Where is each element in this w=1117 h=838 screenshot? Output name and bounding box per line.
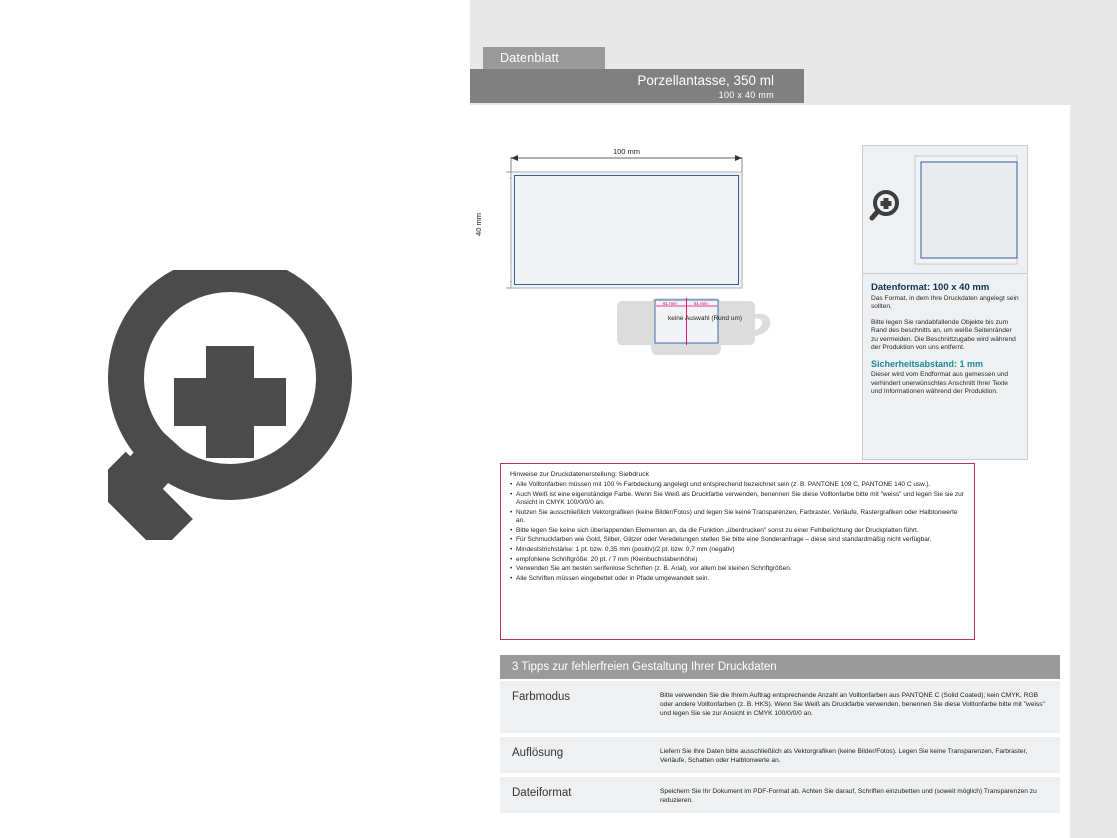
tip-text: Liefern Sie Ihre Daten bitte ausschließlich als Vektorgrafiken (keine Bilder/Fotos). Legen Sie keine Transparenzen, Farbraster, Verläufe, Schatten oder Halbtonwerte an. <box>660 748 1028 764</box>
tip-label: Auflösung <box>512 747 564 759</box>
magnifier-plus-svg <box>108 270 358 540</box>
drawing-caption: keine Auswahl (Rund um) <box>667 315 743 322</box>
datenblatt-tab: Datenblatt <box>483 47 605 69</box>
tipps-heading: 3 Tipps zur fehlerfreien Gestaltung Ihrer Druckdaten <box>500 655 1060 679</box>
tip-text: Bitte verwenden Sie die Ihrem Auftrag entsprechende Anzahl an Volltonfarben aus PANTONE C (Solid Coated); kein CMYK, RGB oder andere Volltonfarben (z. B. HKS). Wenn Sie Weiß als Druckfarbe verwenden, benennen Sie diese Volltonfarbe bitte mit "weiss" und legen Sie sie zur Ansicht in CMYK 100/0/0/0 an. <box>660 692 1045 717</box>
hinweis-item: • Nutzen Sie ausschließlich Vektorgrafiken (keine Bilder/Fotos) und legen Sie keine Transparenzen, Farbraster, Verläufe, Rastergrafiken oder Halbtonwerte an. <box>510 509 965 525</box>
drawing-width-label: 100 mm <box>612 147 641 156</box>
format-preview <box>863 146 1027 274</box>
tip-row <box>500 681 1060 735</box>
format-info-box <box>862 145 1028 460</box>
tip-row <box>500 777 1060 815</box>
hinweis-list <box>510 481 965 583</box>
hinweis-item: • Alle Schriften müssen eingebettet oder in Pfade umgewandelt sein. <box>510 575 965 583</box>
datenformat-para2: Bitte legen Sie randabfallende Objekte bis zum Rand des beschnitts an, um weiße Seitenränder zu vermeiden. Die Beschnittzugabe wird während der Produktion von uns entfernt. <box>871 318 1016 352</box>
hinweis-item: • Auch Weiß ist eine eigenständige Farbe. Wenn Sie Weiß als Druckfarbe verwenden, benennen Sie diese Volltonfarbe bitte mit "weiss" und legen Sie sie zur Ansicht in CMYK 100/0/0/0 an. <box>510 491 965 507</box>
tip-text: Speichern Sie Ihr Dokument im PDF-Format ab. Achten Sie darauf, Schriften einzubetten und (soweit möglich) Transparenzen zu reduzieren. <box>660 788 1037 804</box>
datenformat-heading: Datenformat: 100 x 40 mm <box>871 282 990 293</box>
left-preview-pane <box>0 0 470 838</box>
tip-label: Dateiformat <box>512 787 572 799</box>
product-title-bar <box>470 69 804 103</box>
product-dimensions: 100 x 40 mm <box>718 90 774 100</box>
hinweis-box <box>500 463 975 640</box>
hinweis-item: • Für Schmuckfarben wie Gold, Silber, Glitzer oder Veredelungen stellen Sie bitte eine Sonderanfrage – diese sind standardmäßig nicht verfügbar. <box>510 536 965 544</box>
tip-label: Farbmodus <box>512 691 571 703</box>
format-info-text <box>863 274 1027 410</box>
svg-text:61 mm: 61 mm <box>694 301 708 306</box>
hinweis-item: • Bitte legen Sie keine sich überlappenden Elementen an, da die Funktion „überdrucken" sonst zu einer Fehlbelichtung der Druckplatten führt. <box>510 527 965 535</box>
magnifier-plus-icon <box>108 270 358 540</box>
hinweis-item: • Alle Volltonfarben müssen mit 100 % Farbdeckung angelegt und entsprechend bezeichnet sein (z. B. PANTONE 109 C, PANTONE 140 C usw.). <box>510 481 965 489</box>
svg-text:61 mm: 61 mm <box>663 301 677 306</box>
hinweis-item: • empfohlene Schriftgröße: 20 pt. / 7 mm (Kleinbuchstabenhöhe) <box>510 556 965 564</box>
hinweis-item: • Verwenden Sie am besten serifenlose Schriften (z. B. Arial), vor allem bei kleinen Schriftgrößen. <box>510 565 965 573</box>
drawing-height-label: 40 mm <box>473 213 483 236</box>
hinweis-item: • Mindeststrichstärke: 1 pt. bzw. 0,35 mm (positiv)/2 pt. bzw. 0,7 mm (negativ) <box>510 546 965 554</box>
product-title: Porzellantasse, 350 ml <box>637 73 774 88</box>
page-right-margin <box>1070 0 1117 838</box>
datasheet-document <box>470 0 1070 838</box>
sicherheitsabstand-heading: Sicherheitsabstand: 1 mm <box>871 359 984 370</box>
format-preview-svg <box>863 146 1029 274</box>
sicherheitsabstand-para: Dieser wird vom Endformat aus gemessen und verhindert unerwünschtes Anschnitt Ihrer Texte und Informationen während der Produktion. <box>871 371 1009 396</box>
datenformat-para1: Das Format, in dem Ihre Druckdaten angelegt sein sollten. <box>871 295 1019 311</box>
hinweis-title: Hinweise zur Druckdatenerstellung: Siebdruck <box>510 471 650 478</box>
tip-row <box>500 737 1060 775</box>
